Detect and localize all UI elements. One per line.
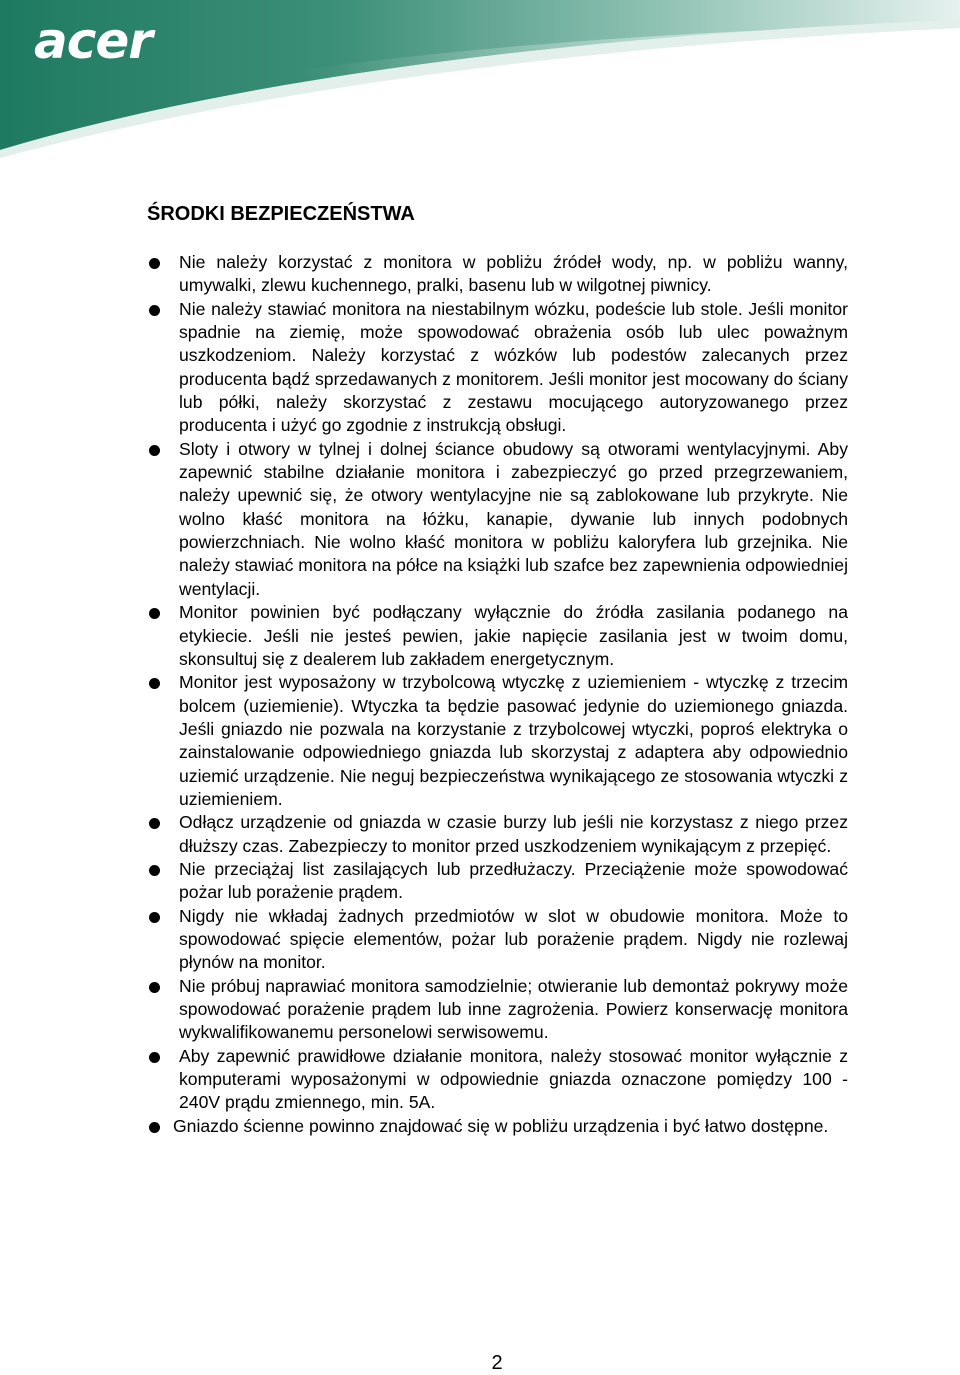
list-item [179,298,848,438]
header-banner [0,0,960,160]
list-item [179,251,848,298]
list-item [179,975,848,1045]
item-text: Nie należy stawiać monitora na niestabilnym wózku, podeście lub stole. Jeśli monitor spadnie na ziemię, może spowodować obrażenia osób lub ulec poważnym uszkodzeniom. Należy korzystać z wózków lub podestów zalecanych przez producenta bądź sprzedawanych z monitorem. Jeśli monitor jest mocowany do ściany lub półki, należy skorzystać z zestawu mocującego autoryzowanego przez producenta i użyć go zgodnie z instrukcją obsługi. [179,298,848,436]
bullet-icon [149,608,160,619]
item-text: Gniazdo ścienne powinno znajdować się w pobliżu urządzenia i być łatwo dostępne. [173,1115,829,1136]
item-text: Aby zapewnić prawidłowe działanie monitora, należy stosować monitor wyłącznie z komputerami wyposażonymi w odpowiednie gniazda oznaczone pomiędzy 100 - 240V prądu zmiennego, min. 5A. [179,1045,848,1113]
list-item [179,858,848,905]
page-number: 2 [491,1352,503,1374]
item-text: Nie przeciążaj list zasilających lub przedłużaczy. Przeciążenie może spowodować pożar lub porażenie prądem. [179,858,848,903]
acer-logo: acer [34,12,152,70]
safety-list [0,251,960,1138]
item-text: Sloty i otwory w tylnej i dolnej ściance obudowy są otworami wentylacyjnymi. Aby zapewnić stabilne działanie monitora i zabezpieczyć go przed przegrzewaniem, należy upewnić się, że otwory wentylacyjne nie są zablokowane lub przykryte. Nie wolno kłaść monitora na łóżku, kanapie, dywanie lub innych podobnych powierzchniach. Nie wolno kłaść monitora w pobliżu kaloryfera lub grzejnika. Nie należy stawiać monitora na półce na książki lub szafce bez zapewnienia odpowiedniej wentylacji. [179,438,848,599]
bullet-icon [149,1052,160,1063]
list-item [173,1115,853,1138]
bullet-icon [149,865,160,876]
item-text: Monitor powinien być podłączany wyłącznie do źródła zasilania podanego na etykiecie. Jeśli nie jesteś pewien, jakie napięcie zasilania jest w twoim domu, skonsultuj się z dealerem lub zakładem energetycznym. [179,602,848,669]
list-item [179,438,848,601]
bullet-icon [149,1122,160,1133]
item-text: Monitor jest wyposażony w trzybolcową wtyczkę z uziemieniem - wtyczkę z trzecim bolcem (uziemienie). Wtyczka ta będzie pasować jedynie do uziemionego gniazda. Jeśli gniazdo nie pozwala na korzystanie z trzybolcowej wtyczki, poproś elektryka o zainstalowanie odpowiedniego gniazda lub skorzystaj z adaptera aby odpowiednio uziemić urządzenie. Nie neguj bezpieczeństwa wynikającego ze stosowania wtyczki z uziemieniem. [179,672,848,809]
item-text: Nigdy nie wkładaj żadnych przedmiotów w slot w obudowie monitora. Może to spowodować spięcie elementów, pożar lub porażenie prądem. Nigdy nie rozlewaj płynów na monitor. [179,905,848,973]
bullet-icon [149,445,160,456]
list-item [179,1045,848,1115]
section-title: ŚRODKI BEZPIECZEŃSTWA [147,203,415,225]
list-item [179,601,848,671]
list-item [179,671,848,811]
list-item [179,811,848,858]
list-item [179,905,848,975]
item-text: Odłącz urządzenie od gniazda w czasie burzy lub jeśli nie korzystasz z niego przez dłuższy czas. Zabezpieczy to monitor przed uszkodzeniem wynikającym z przepięć. [179,812,848,856]
bullet-icon [149,912,160,923]
item-text: Nie należy korzystać z monitora w pobliżu źródeł wody, np. w pobliżu wanny, umywalki, zlewu kuchennego, pralki, basenu lub w wilgotnej piwnicy. [179,252,848,296]
bullet-icon [149,258,160,269]
bullet-icon [149,305,160,316]
item-text: Nie próbuj naprawiać monitora samodzielnie; otwieranie lub demontaż pokrywy może spowodować porażenie prądem lub inne zagrożenia. Powierz konserwację monitora wykwalifikowanemu personelowi serwisowemu. [179,975,848,1043]
bullet-icon [149,982,160,993]
bullet-icon [149,678,160,689]
bullet-icon [149,818,160,829]
